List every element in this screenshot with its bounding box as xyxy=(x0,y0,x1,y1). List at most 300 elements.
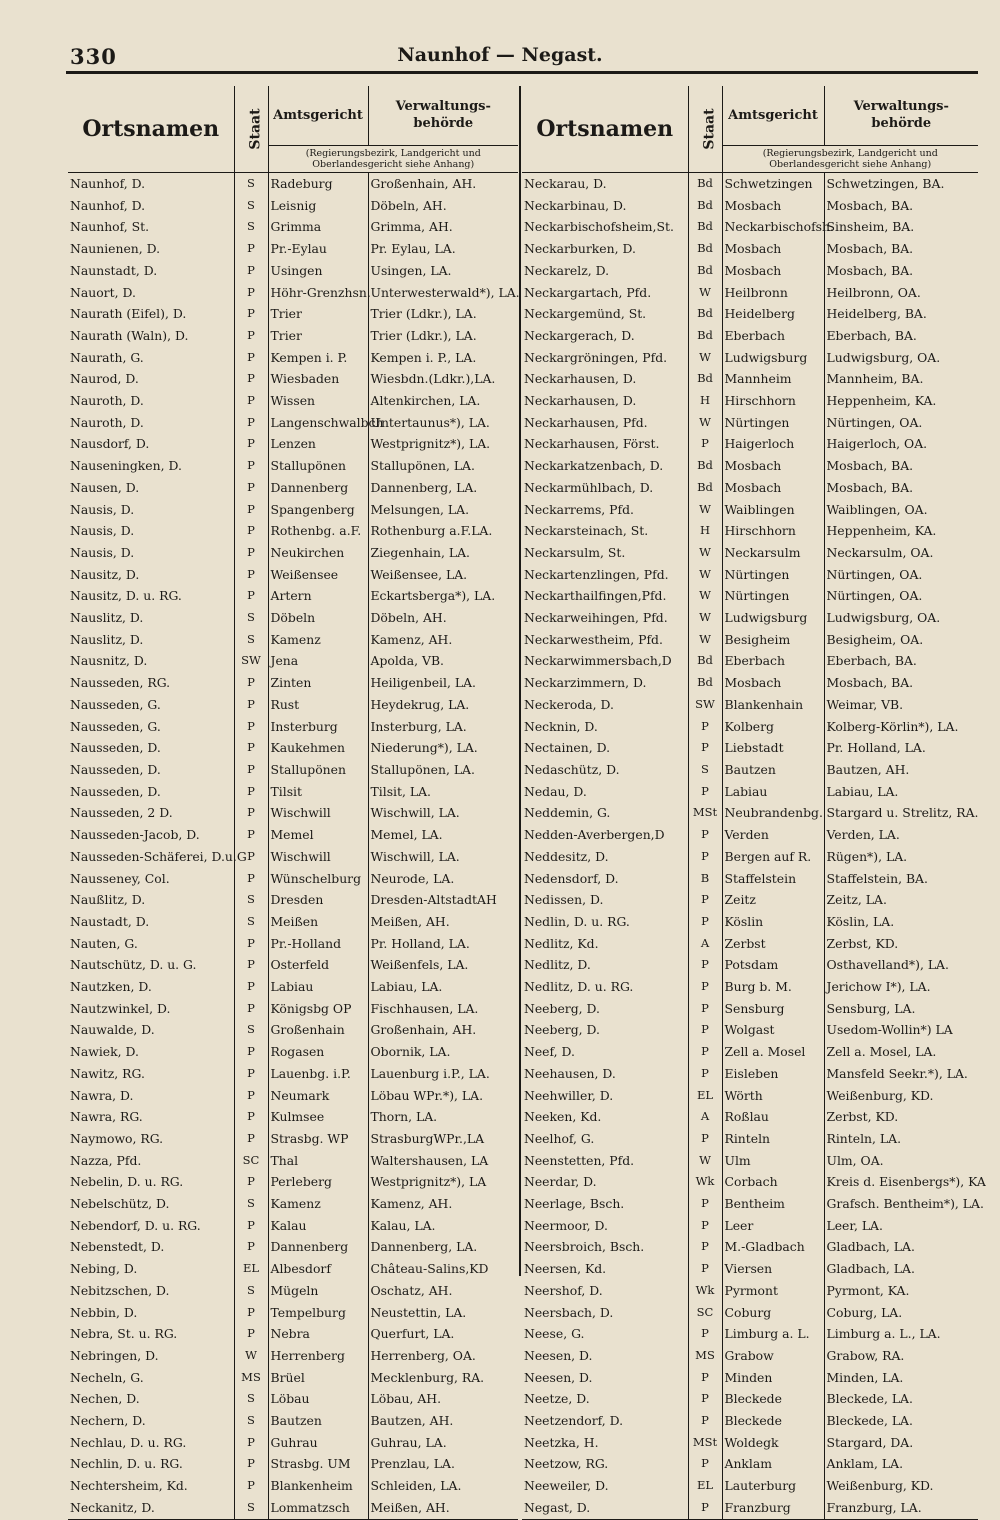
ortsname-cell: Nausseden, D. xyxy=(70,761,161,777)
verwaltungsbehoerde-cell: Mosbach, BA. xyxy=(824,672,978,694)
verwaltungsbehoerde-cell: Ziegenhain, LA. xyxy=(368,542,518,564)
table-row xyxy=(68,390,518,412)
ortsname-cell: Nauwalde, D. xyxy=(70,1022,155,1038)
ortsname-cell: Nauroth, D. xyxy=(70,414,144,430)
staat-cell: P xyxy=(234,433,268,455)
ortsname-cell: Neckargerach, D. xyxy=(524,327,635,343)
table-row xyxy=(522,325,978,347)
page-header xyxy=(0,0,1000,80)
table-row xyxy=(68,1410,518,1432)
ortsname-cell: Nebringen, D. xyxy=(70,1347,159,1363)
table-row xyxy=(522,1150,978,1172)
table-row xyxy=(522,1323,978,1345)
verwaltungsbehoerde-cell: Grabow, RA. xyxy=(824,1345,978,1367)
staat-cell: MSt xyxy=(688,802,722,824)
table-row xyxy=(522,694,978,716)
table-row xyxy=(522,802,978,824)
staat-cell: Bd xyxy=(688,238,722,260)
ortsname-cell: Neesen, D. xyxy=(524,1369,593,1385)
table-row xyxy=(68,781,518,803)
ortsname-cell: Nausis, D. xyxy=(70,501,135,517)
amtsgericht-cell: Staffelstein xyxy=(722,868,824,890)
ortsname-cell: Neetzendorf, D. xyxy=(524,1413,624,1429)
verwaltungsbehoerde-cell: Köslin, LA. xyxy=(824,911,978,933)
table-row xyxy=(68,716,518,738)
verwaltungsbehoerde-cell: Minden, LA. xyxy=(824,1367,978,1389)
staat-cell: W xyxy=(688,607,722,629)
ortsname-cell: Neckarau, D. xyxy=(524,176,607,191)
ortsname-cell: Neckarburken, D. xyxy=(524,241,636,257)
staat-cell: SC xyxy=(688,1302,722,1324)
left-entries-table xyxy=(68,173,518,1520)
table-row xyxy=(68,672,518,694)
header-staat: Staat xyxy=(234,86,268,173)
verwaltungsbehoerde-cell: Weißensee, LA. xyxy=(368,564,518,586)
ortsname-cell: Neddemin, G. xyxy=(524,805,611,821)
staat-cell: SC xyxy=(234,1150,268,1172)
verwaltungsbehoerde-cell: Usingen, LA. xyxy=(368,260,518,282)
table-row xyxy=(68,737,518,759)
staat-cell: S xyxy=(234,195,268,217)
table-row xyxy=(68,585,518,607)
verwaltungsbehoerde-cell: Fischhausen, LA. xyxy=(368,998,518,1020)
amtsgericht-cell: Blankenheim xyxy=(268,1475,368,1497)
verwaltungsbehoerde-cell: Waiblingen, OA. xyxy=(824,499,978,521)
staat-cell: Bd xyxy=(688,303,722,325)
ortsname-cell: Nedensdorf, D. xyxy=(524,870,619,886)
verwaltungsbehoerde-cell: Weißenburg, KD. xyxy=(824,1475,978,1497)
staat-cell: P xyxy=(234,1475,268,1497)
staat-cell: P xyxy=(234,759,268,781)
staat-cell: P xyxy=(688,1497,722,1519)
amtsgericht-cell: Lenzen xyxy=(268,433,368,455)
verwaltungsbehoerde-cell: Weißenburg, KD. xyxy=(824,1085,978,1107)
ortsname-cell: Neckarwimmersbach,D xyxy=(524,653,672,669)
staat-cell: S xyxy=(234,1193,268,1215)
verwaltungsbehoerde-cell: Bautzen, AH. xyxy=(824,759,978,781)
staat-cell: P xyxy=(688,1019,722,1041)
amtsgericht-cell: Mannheim xyxy=(722,368,824,390)
staat-cell: Bd xyxy=(688,672,722,694)
verwaltungsbehoerde-cell: Kalau, LA. xyxy=(368,1215,518,1237)
table-row xyxy=(522,1432,978,1454)
staat-cell: P xyxy=(688,824,722,846)
ortsname-cell: Neetzow, RG. xyxy=(524,1456,609,1472)
staat-cell: P xyxy=(234,1063,268,1085)
verwaltungsbehoerde-cell: Mannheim, BA. xyxy=(824,368,978,390)
amtsgericht-cell: Döbeln xyxy=(268,607,368,629)
staat-cell: Bd xyxy=(688,477,722,499)
staat-cell: P xyxy=(234,564,268,586)
amtsgericht-cell: Grimma xyxy=(268,216,368,238)
staat-cell: P xyxy=(688,1063,722,1085)
verwaltungsbehoerde-cell: Grimma, AH. xyxy=(368,216,518,238)
staat-cell: P xyxy=(234,1302,268,1324)
verwaltungsbehoerde-cell: Kolberg-Körlin*), LA. xyxy=(824,716,978,738)
ortsname-cell: Naustadt, D. xyxy=(70,913,150,929)
amtsgericht-cell: Viersen xyxy=(722,1258,824,1280)
staat-cell: P xyxy=(234,802,268,824)
staat-cell: P xyxy=(234,282,268,304)
amtsgericht-cell: Eisleben xyxy=(722,1063,824,1085)
verwaltungsbehoerde-cell: Eberbach, BA. xyxy=(824,650,978,672)
verwaltungsbehoerde-cell: Mosbach, BA. xyxy=(824,238,978,260)
ortsname-cell: Neckargröningen, Pfd. xyxy=(524,349,668,365)
ortsname-cell: Necknin, D. xyxy=(524,718,598,734)
table-row xyxy=(522,998,978,1020)
amtsgericht-cell: Hirschhorn xyxy=(722,390,824,412)
amtsgericht-cell: Neukirchen xyxy=(268,542,368,564)
amtsgericht-cell: Verden xyxy=(722,824,824,846)
verwaltungsbehoerde-cell: Niederung*), LA. xyxy=(368,737,518,759)
amtsgericht-cell: Kaukehmen xyxy=(268,737,368,759)
table-row xyxy=(522,1041,978,1063)
staat-cell: W xyxy=(688,412,722,434)
verwaltungsbehoerde-cell: Memel, LA. xyxy=(368,824,518,846)
staat-cell: SW xyxy=(234,650,268,672)
verwaltungsbehoerde-cell: Zerbst, KD. xyxy=(824,933,978,955)
staat-cell: MS xyxy=(688,1345,722,1367)
amtsgericht-cell: Dannenberg xyxy=(268,477,368,499)
staat-cell: Bd xyxy=(688,455,722,477)
verwaltungsbehoerde-cell: Heppenheim, KA. xyxy=(824,520,978,542)
table-row xyxy=(522,1497,978,1519)
staat-cell: Bd xyxy=(688,216,722,238)
amtsgericht-cell: Wissen xyxy=(268,390,368,412)
amtsgericht-cell: Potsdam xyxy=(722,954,824,976)
table-row xyxy=(68,998,518,1020)
amtsgericht-cell: Neubrandenbg. xyxy=(722,802,824,824)
ortsname-cell: Neehwiller, D. xyxy=(524,1087,614,1103)
table-row xyxy=(68,868,518,890)
amtsgericht-cell: Mosbach xyxy=(722,195,824,217)
header-staat: Staat xyxy=(688,86,722,173)
staat-cell: P xyxy=(234,824,268,846)
staat-cell: S xyxy=(234,889,268,911)
table-row xyxy=(522,1453,978,1475)
staat-cell: P xyxy=(234,325,268,347)
verwaltungsbehoerde-cell: Franzburg, LA. xyxy=(824,1497,978,1519)
amtsgericht-cell: Weißensee xyxy=(268,564,368,586)
staat-cell: W xyxy=(688,585,722,607)
verwaltungsbehoerde-cell: Insterburg, LA. xyxy=(368,716,518,738)
amtsgericht-cell: Pr.-Eylau xyxy=(268,238,368,260)
table-row xyxy=(522,1236,978,1258)
staat-cell: MSt xyxy=(688,1432,722,1454)
staat-cell: P xyxy=(234,238,268,260)
ortsname-cell: Nausitz, D. xyxy=(70,566,140,582)
ortsname-cell: Nautzwinkel, D. xyxy=(70,1000,171,1016)
staat-cell: P xyxy=(234,737,268,759)
ortsname-cell: Naurath (Eifel), D. xyxy=(70,306,187,322)
table-row xyxy=(68,1215,518,1237)
table-row xyxy=(68,1475,518,1497)
table-row xyxy=(68,303,518,325)
amtsgericht-cell: Herrenberg xyxy=(268,1345,368,1367)
staat-cell: W xyxy=(688,282,722,304)
ortsname-cell: Nebbin, D. xyxy=(70,1304,138,1320)
verwaltungsbehoerde-cell: Staffelstein, BA. xyxy=(824,868,978,890)
staat-cell: P xyxy=(688,1410,722,1432)
amtsgericht-cell: Kamenz xyxy=(268,1193,368,1215)
amtsgericht-cell: Wischwill xyxy=(268,846,368,868)
verwaltungsbehoerde-cell: Oschatz, AH. xyxy=(368,1280,518,1302)
amtsgericht-cell: Dannenberg xyxy=(268,1236,368,1258)
amtsgericht-cell: Wolgast xyxy=(722,1019,824,1041)
table-row xyxy=(68,629,518,651)
staat-cell: W xyxy=(688,1150,722,1172)
staat-cell: P xyxy=(688,1388,722,1410)
ortsname-cell: Nebitzschen, D. xyxy=(70,1282,170,1298)
verwaltungsbehoerde-cell: Weimar, VB. xyxy=(824,694,978,716)
verwaltungsbehoerde-cell: Döbeln, AH. xyxy=(368,607,518,629)
amtsgericht-cell: Burg b. M. xyxy=(722,976,824,998)
table-row xyxy=(68,1280,518,1302)
ortsname-cell: Nebelschütz, D. xyxy=(70,1196,170,1212)
verwaltungsbehoerde-cell: Zerbst, KD. xyxy=(824,1106,978,1128)
verwaltungsbehoerde-cell: Rügen*), LA. xyxy=(824,846,978,868)
table-row xyxy=(68,499,518,521)
table-row xyxy=(68,412,518,434)
staat-cell: H xyxy=(688,520,722,542)
ortsname-cell: Neckarweihingen, Pfd. xyxy=(524,610,668,626)
amtsgericht-cell: Nebra xyxy=(268,1323,368,1345)
table-row xyxy=(522,1215,978,1237)
table-row xyxy=(68,824,518,846)
verwaltungsbehoerde-cell: Trier (Ldkr.), LA. xyxy=(368,303,518,325)
staat-cell: P xyxy=(234,260,268,282)
ortsname-cell: Neckarhausen, Pfd. xyxy=(524,414,648,430)
verwaltungsbehoerde-cell: Neurode, LA. xyxy=(368,868,518,890)
staat-cell: SW xyxy=(688,694,722,716)
staat-cell: Bd xyxy=(688,173,722,195)
ortsname-cell: Nausseden, RG. xyxy=(70,675,171,691)
table-row xyxy=(522,1280,978,1302)
amtsgericht-cell: Rinteln xyxy=(722,1128,824,1150)
amtsgericht-cell: M.-Gladbach xyxy=(722,1236,824,1258)
amtsgericht-cell: Usingen xyxy=(268,260,368,282)
amtsgericht-cell: Lauenbg. i.P. xyxy=(268,1063,368,1085)
ortsname-cell: Nausis, D. xyxy=(70,544,135,560)
ortsname-cell: Neckarmühlbach, D. xyxy=(524,479,654,495)
ortsname-cell: Nawra, D. xyxy=(70,1087,134,1103)
amtsgericht-cell: Bautzen xyxy=(268,1410,368,1432)
staat-cell: S xyxy=(688,759,722,781)
table-row xyxy=(68,1388,518,1410)
amtsgericht-cell: Ludwigsburg xyxy=(722,607,824,629)
ortsname-cell: Nausdorf, D. xyxy=(70,436,150,452)
verwaltungsbehoerde-cell: Pyrmont, KA. xyxy=(824,1280,978,1302)
amtsgericht-cell: Eberbach xyxy=(722,325,824,347)
staat-cell: P xyxy=(234,672,268,694)
amtsgericht-cell: Labiau xyxy=(268,976,368,998)
left-column-header xyxy=(68,86,518,173)
ortsname-cell: Neef, D. xyxy=(524,1044,575,1060)
verwaltungsbehoerde-cell: Wischwill, LA. xyxy=(368,802,518,824)
amtsgericht-cell: Königsbg OP xyxy=(268,998,368,1020)
ortsname-cell: Nebenstedt, D. xyxy=(70,1239,165,1255)
table-row xyxy=(68,1085,518,1107)
verwaltungsbehoerde-cell: Haigerloch, OA. xyxy=(824,433,978,455)
amtsgericht-cell: Großenhain xyxy=(268,1019,368,1041)
staat-cell: P xyxy=(234,1323,268,1345)
verwaltungsbehoerde-cell: Heppenheim, KA. xyxy=(824,390,978,412)
ortsname-cell: Neckanitz, D. xyxy=(68,1497,234,1519)
ortsname-cell: Neetze, D. xyxy=(524,1391,590,1407)
table-row xyxy=(68,1063,518,1085)
table-row xyxy=(68,1236,518,1258)
ortsname-cell: Nedaschütz, D. xyxy=(524,761,620,777)
ortsname-cell: Nauslitz, D. xyxy=(70,631,144,647)
ortsname-cell: Nechern, D. xyxy=(70,1413,146,1429)
amtsgericht-cell: Bentheim xyxy=(722,1193,824,1215)
verwaltungsbehoerde-cell: Dresden-AltstadtAH xyxy=(368,889,518,911)
staat-cell: P xyxy=(688,998,722,1020)
amtsgericht-cell: Nürtingen xyxy=(722,585,824,607)
table-row xyxy=(522,238,978,260)
table-row xyxy=(522,499,978,521)
amtsgericht-cell: Eberbach xyxy=(722,650,824,672)
verwaltungsbehoerde-cell: Besigheim, OA. xyxy=(824,629,978,651)
table-row xyxy=(68,1367,518,1389)
table-row xyxy=(68,1432,518,1454)
verwaltungsbehoerde-cell: Kamenz, AH. xyxy=(368,1193,518,1215)
table-row xyxy=(522,759,978,781)
table-row xyxy=(522,390,978,412)
table-row xyxy=(68,216,518,238)
table-row xyxy=(68,1345,518,1367)
header-amtsgericht: Amtsgericht xyxy=(268,86,368,145)
staat-cell: P xyxy=(234,390,268,412)
table-row xyxy=(68,1019,518,1041)
staat-cell: P xyxy=(688,846,722,868)
verwaltungsbehoerde-cell: Heiligenbeil, LA. xyxy=(368,672,518,694)
verwaltungsbehoerde-cell: Stargard u. Strelitz, RA. xyxy=(824,802,978,824)
table-row xyxy=(522,933,978,955)
verwaltungsbehoerde-cell: Rinteln, LA. xyxy=(824,1128,978,1150)
amtsgericht-cell: Labiau xyxy=(722,781,824,803)
amtsgericht-cell: Besigheim xyxy=(722,629,824,651)
verwaltungsbehoerde-cell: Untertaunus*), LA. xyxy=(368,412,518,434)
staat-cell: P xyxy=(688,1193,722,1215)
amtsgericht-cell: Pr.-Holland xyxy=(268,933,368,955)
verwaltungsbehoerde-cell: Heydekrug, LA. xyxy=(368,694,518,716)
table-row xyxy=(68,1128,518,1150)
ortsname-cell: Neckarhausen, Först. xyxy=(524,436,660,452)
ortsname-cell: Neckarkatzenbach, D. xyxy=(524,458,664,474)
amtsgericht-cell: Bleckede xyxy=(722,1410,824,1432)
verwaltungsbehoerde-cell: StrasburgWPr.,LA xyxy=(368,1128,518,1150)
amtsgericht-cell: Zeitz xyxy=(722,889,824,911)
ortsname-cell: Naurath, G. xyxy=(70,349,144,365)
table-row xyxy=(68,433,518,455)
amtsgericht-cell: Albesdorf xyxy=(268,1258,368,1280)
amtsgericht-cell: Wünschelburg xyxy=(268,868,368,890)
ortsname-cell: Neeken, Kd. xyxy=(524,1109,602,1125)
amtsgericht-cell: Ludwigsburg xyxy=(722,347,824,369)
amtsgericht-cell: Artern xyxy=(268,585,368,607)
header-verwaltungsbehoerde: Verwaltungs- behörde xyxy=(368,86,518,145)
ortsname-cell: Nausis, D. xyxy=(70,523,135,539)
ortsname-cell: Neershof, D. xyxy=(524,1282,603,1298)
table-row xyxy=(522,650,978,672)
amtsgericht-cell: Kolberg xyxy=(722,716,824,738)
verwaltungsbehoerde-cell: Kreis d. Eisenbergs*), KA xyxy=(824,1171,978,1193)
table-row xyxy=(522,1388,978,1410)
ortsname-cell: Neehausen, D. xyxy=(524,1065,616,1081)
staat-cell: P xyxy=(234,846,268,868)
amtsgericht-cell: Minden xyxy=(722,1367,824,1389)
verwaltungsbehoerde-cell: Gladbach, LA. xyxy=(824,1258,978,1280)
staat-cell: Wk xyxy=(688,1280,722,1302)
staat-cell: S xyxy=(234,173,268,195)
staat-cell: P xyxy=(234,1085,268,1107)
table-row xyxy=(522,260,978,282)
amtsgericht-cell: Strasbg. WP xyxy=(268,1128,368,1150)
amtsgericht-cell: Waiblingen xyxy=(722,499,824,521)
table-row xyxy=(522,716,978,738)
table-row xyxy=(522,824,978,846)
amtsgericht-cell: Heidelberg xyxy=(722,303,824,325)
table-row xyxy=(522,954,978,976)
verwaltungsbehoerde-cell: Eberbach, BA. xyxy=(824,325,978,347)
table-row xyxy=(522,672,978,694)
table-row xyxy=(68,1302,518,1324)
table-row xyxy=(522,607,978,629)
table-row xyxy=(68,1193,518,1215)
staat-cell: P xyxy=(688,1236,722,1258)
verwaltungsbehoerde-cell: Jerichow I*), LA. xyxy=(824,976,978,998)
ortsname-cell: Negast, D. xyxy=(522,1497,688,1519)
center-column-divider xyxy=(519,86,521,1276)
ortsname-cell: Nawitz, RG. xyxy=(70,1065,145,1081)
amtsgericht-cell: Thal xyxy=(268,1150,368,1172)
table-row xyxy=(522,737,978,759)
ortsname-cell: Nautschütz, D. u. G. xyxy=(70,957,197,973)
verwaltungsbehoerde-cell: Anklam, LA. xyxy=(824,1453,978,1475)
table-row xyxy=(68,455,518,477)
verwaltungsbehoerde-cell: Usedom-Wollin*) LA xyxy=(824,1019,978,1041)
amtsgericht-cell: Hirschhorn xyxy=(722,520,824,542)
amtsgericht-cell: Woldegk xyxy=(722,1432,824,1454)
amtsgericht-cell: Stallupönen xyxy=(268,759,368,781)
amtsgericht-cell: Wörth xyxy=(722,1085,824,1107)
table-row xyxy=(68,976,518,998)
verwaltungsbehoerde-cell: Nürtingen, OA. xyxy=(824,412,978,434)
table-row xyxy=(522,911,978,933)
ortsname-cell: Neckarzimmern, D. xyxy=(524,675,647,691)
ortsname-cell: Neckarbischofsheim,St. xyxy=(524,219,674,235)
table-row xyxy=(522,1106,978,1128)
staat-cell: P xyxy=(688,1323,722,1345)
amtsgericht-cell: Pyrmont xyxy=(722,1280,824,1302)
ortsname-cell: Nausitz, D. u. RG. xyxy=(70,588,182,604)
amtsgericht-cell: Leer xyxy=(722,1215,824,1237)
ortsname-cell: Naunstadt, D. xyxy=(70,262,158,278)
verwaltungsbehoerde-cell: Sensburg, LA. xyxy=(824,998,978,1020)
amtsgericht-cell: Liebstadt xyxy=(722,737,824,759)
ortsname-cell: Neermoor, D. xyxy=(524,1217,608,1233)
ortsname-cell: Neeberg, D. xyxy=(524,1000,600,1016)
table-row xyxy=(522,1367,978,1389)
ortsname-cell: Nechen, D. xyxy=(70,1391,140,1407)
table-row xyxy=(522,520,978,542)
ortsname-cell: Neckargemünd, St. xyxy=(524,306,647,322)
table-row xyxy=(68,195,518,217)
verwaltungsbehoerde-cell: Ulm, OA. xyxy=(824,1150,978,1172)
amtsgericht-cell: Guhrau xyxy=(268,1432,368,1454)
staat-cell: Bd xyxy=(688,325,722,347)
